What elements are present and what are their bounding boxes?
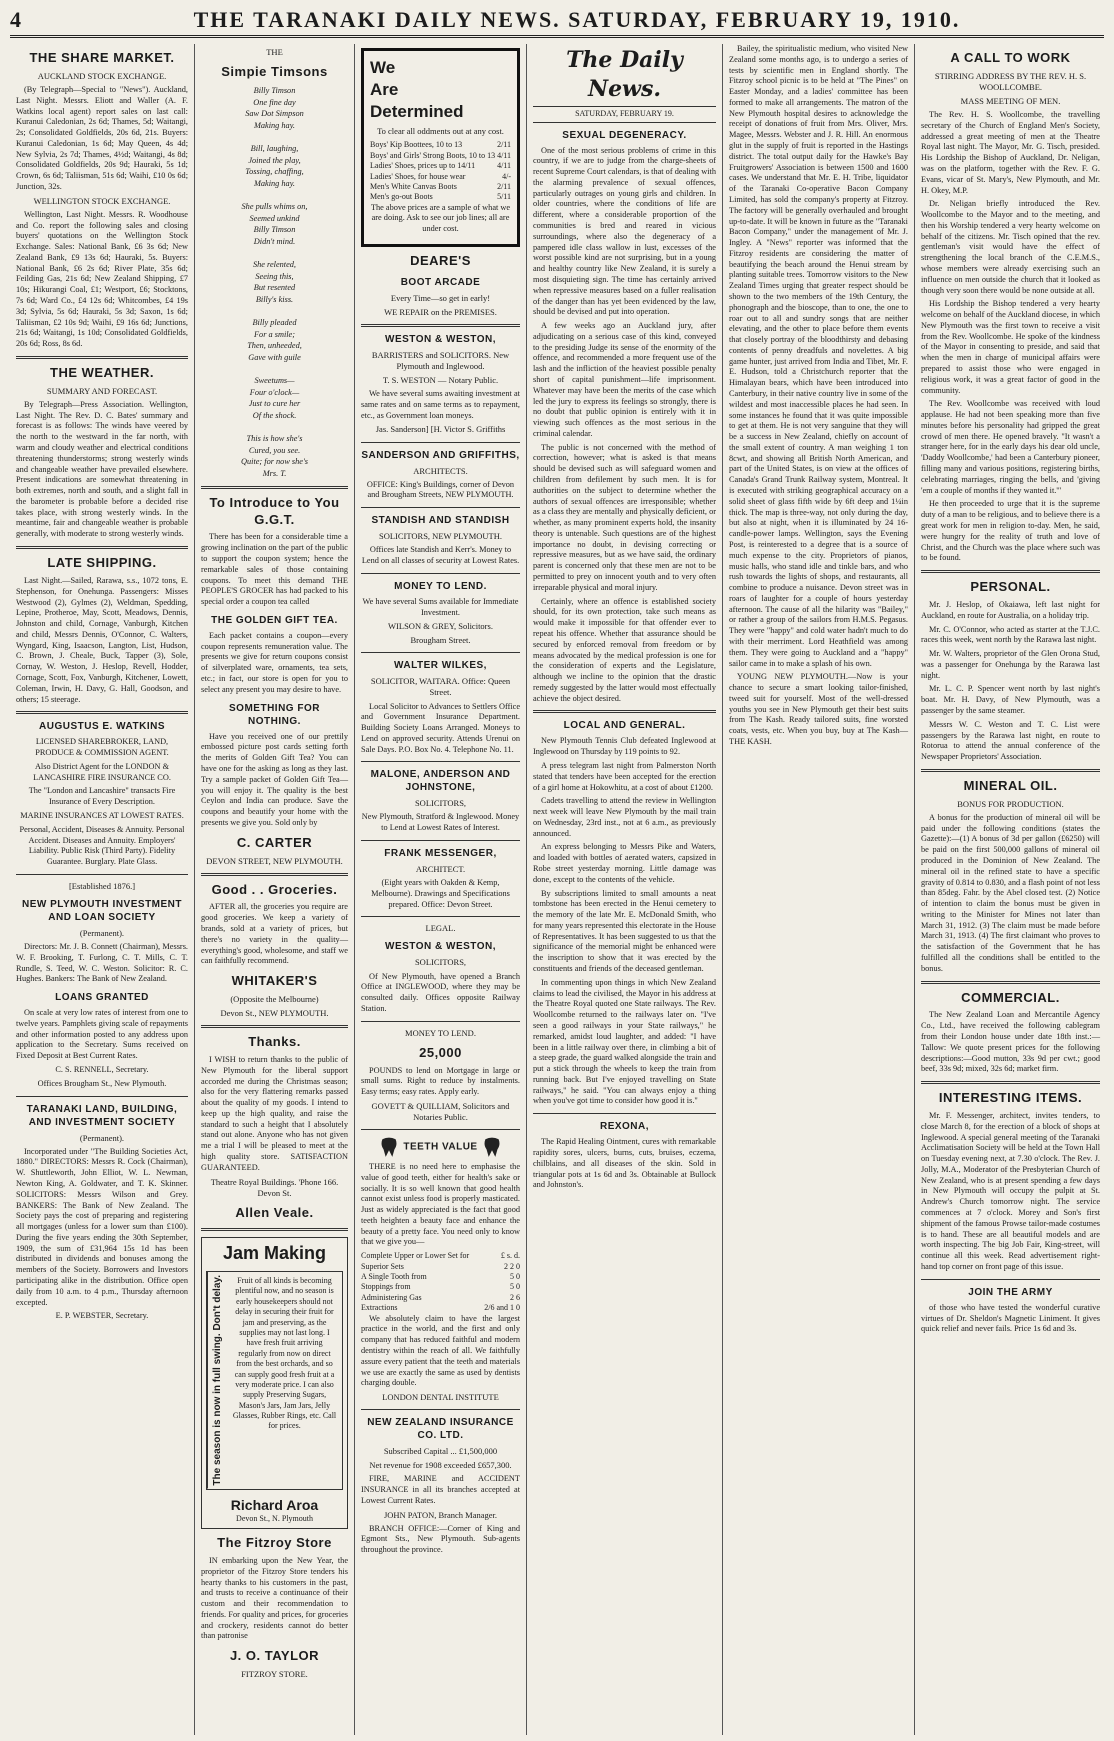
- money-signer: WILSON & GREY, Solicitors.: [388, 621, 493, 632]
- taylor-name: J. O. TAYLOR: [229, 1648, 320, 1664]
- poem-line: Gave with guile: [248, 352, 301, 362]
- standish-name: STANDISH AND STANDISH: [371, 515, 510, 527]
- groceries-heading: Good . . Groceries.: [211, 881, 338, 897]
- price-value: 2 6: [510, 1292, 520, 1302]
- taylor-address: FITZROY STORE.: [241, 1669, 308, 1680]
- price-row: [361, 1262, 520, 1272]
- price-value: 5 0: [510, 1282, 520, 1292]
- items-text: Mr. F. Messenger, architect, invites tenders, to close March 8, for the erection of a block of shops at Inglewood. A special general meeting of the Taranaki Acclimatisation Society will be held at the Town Hall on Tuesday evening next, at 7.30 o'clock. The Rev. J. Jolly, M.A., Moderator of the Presbyterian Church of New Zealand, who is at present spending a few days in New Plymouth will occupy the pulpit at St. Andrew's Church tomorrow night. The service commences at 7 o'clock. Morey and Son's first shipment of the famous Prowse tailor-made costumes is to hand. These are all beautiful models and are worth inspecting. The big Job Fair, King-street, will continue all this week. Read advertisement right-hand top corner on front page of this issue.: [921, 1111, 1100, 1271]
- price-row: [361, 1282, 520, 1292]
- price-label: Extractions: [361, 1303, 398, 1313]
- divider: [361, 916, 520, 917]
- weather-heading: THE WEATHER.: [50, 364, 154, 380]
- commercial-heading: COMMERCIAL.: [961, 989, 1060, 1005]
- groceries-text: AFTER all, the groceries you require are good groceries. We keep a variety of brands, sold at a variety of prices, but there's no variety in the quality—everything's good, wholesome, and staff we can faithfully recommend.: [201, 902, 348, 966]
- price-row: [370, 151, 511, 161]
- determined-line-1: We: [370, 58, 396, 77]
- editorial-para: The public is not concerned with the method of correction, however; what is asked is that means should be devised such as will safeguard women and children from defilement by such men. It is for authorities on the subject to determine whether the authors of sexual offences are irresponsible; whether as a class they are mentally and physically deficient, or whether, as many prominent experts hold, the insanity theory is untenable. Such questions are of the highest importance no doubt, in devising correcting or repressive measures, but as we have said, the ordinary parent is concerned only that these men are not to be permitted to prey on innocent youth and to very often irreparable physical and moral injury.: [533, 442, 716, 592]
- money-address: Brougham Street.: [410, 635, 471, 646]
- oil-heading: MINERAL OIL.: [963, 777, 1058, 793]
- divider: [361, 1021, 520, 1022]
- society-established: [Established 1876.]: [68, 880, 136, 891]
- lend-signer: GOVETT & QUILLIAM, Solicitors and Notaries Public.: [371, 1100, 510, 1122]
- price-row: [370, 140, 511, 150]
- rexona-heading: REXONA,: [599, 1121, 650, 1133]
- column-1: [10, 44, 195, 1735]
- price-label: Ladies' Shoes, prices up to 14/11: [370, 161, 476, 171]
- thanks-text: I WISH to return thanks to the public of New Plymouth for the liberal support accorded me during the Christmas season; also for the very flattering remarks passed about the quality of my goods. I intend to keep up the high quality, and raise the standard to such a height that I absolutely stand out alone. Anyone who has not given me a trial I will be pleased to meet at the high quality store. SATISFACTION GUARANTEED.: [201, 1055, 348, 1172]
- price-label: Superior Sets: [361, 1261, 404, 1271]
- boot-price-list: [370, 140, 511, 202]
- price-value: 4/11: [497, 150, 511, 160]
- jam-ad: [201, 1237, 348, 1530]
- wellington-exchange-heading: WELLINGTON STOCK EXCHANGE.: [33, 195, 171, 206]
- column-3: [355, 44, 527, 1735]
- editorial-para: Certainly, where an offence is established society should, for its own protection, take such means as would make it impossible for that offender ever to repeat his offence. Whether that assurance should be secured by enforced removal from freedom or by means advocated by the medical profession is one for the consideration of experts and the Legislature, although we incline to the opinion that the drastic remedy suggested by the latter would most effectually achieve the object desired.: [533, 596, 716, 703]
- ggt-heading: To Introduce to You G.G.T.: [209, 494, 340, 527]
- determined-line-2: Are: [370, 80, 399, 100]
- divider: [201, 873, 348, 876]
- nzi-office: BRANCH OFFICE:—Corner of King and Egmont Sts., New Plymouth. Sub-agents throughout the province.: [361, 1523, 520, 1555]
- local-para: In commenting upon things in which New Zealand claims to lead the civilised, the Mayor in his address at the Theatre Royal quoted one State railways. The Rev. Woollcombe returned to the railways later on. "I've seen a good railways in your State railways," he remarked, amidst loud laughter, and added: "I have been in a little railway over there, in climbing a bit of a steep grade, the guard walked alongside the train and put a stick through the wheels to keep the train from running back. But I've enjoyed travelling on State railways," he said. "You can always enjoy a thing when you've got time to consider how good it is.": [533, 977, 716, 1106]
- price-value: 4/11: [497, 161, 511, 171]
- aroa-address: Devon St., N. Plymouth: [236, 1513, 313, 1523]
- commercial-text: The New Zealand Loan and Mercantile Agency Co., Ltd., have received the following cablegram from their London house under date 18th inst.:—Tallow: We quote present prices for the following descriptions:—Good mutton, 33s 9d per cwt.; good beef, 33s 9d; mixed, 32s 6d; market firm.: [921, 1010, 1100, 1074]
- poem-line: Saw Dot Simpson: [245, 109, 304, 119]
- divider: [921, 570, 1100, 573]
- poem-line: Making hay.: [253, 120, 295, 130]
- auckland-exchange-text: (By Telegraph—Special to "News"). Auckland, Last Night. Messrs. Eliott and Waller (A. F. Watkins local agent) report sales on last call: Kuranui Caledonian, 2s 6d; Thames, 5d; Waitangi, 2s; Consolidated Goldfields, 20s 6d, 21s. Buyers: Kuranui Caledonian, 1s 6d; May Queen, 4s 4d; New Sylvia, 2s 7d; Thames, 4½d; Waitangi, 4s 8d; Consolidated Goldfields, 20s 9d; Hauraki, 5s 1d; Crown, 6s 6d; Taliisman, 51s 6d; Waihi, £10 0s 6d; Junction, 32s.: [16, 84, 188, 191]
- price-row: [370, 182, 511, 192]
- price-row: [370, 192, 511, 202]
- price-row: [370, 172, 511, 182]
- column-2: [195, 44, 355, 1735]
- divider: [361, 652, 520, 653]
- price-row: [361, 1272, 520, 1282]
- divider: [533, 710, 716, 713]
- divider: [921, 769, 1100, 772]
- nzi-agent: JOHN PATON, Branch Manager.: [383, 1509, 498, 1520]
- local-para: An express belonging to Messrs Pike and Waters, and loaded with bottles of aerated waters, capsized in Robe street yesterday morning. Little damage was done, except to the contents of the vehicle.: [533, 842, 716, 884]
- weston-name: WESTON & WESTON,: [385, 334, 496, 345]
- deare-name: DEARE'S: [410, 253, 471, 269]
- society-directors: Directors: Mr. J. B. Connett (Chairman), Messrs. W. F. Brooking, T. Furlong, C. T. Mills, C. T. Rundle, S. Teed, W. C. Weston. Solicitor: R. C. Hughes. Bankers: The Bank of New Zealand.: [16, 942, 188, 984]
- legal-text: Of New Plymouth, have opened a Branch Office at INGLEWOOD, where they may be consulted daily. Offices opposite Railway Station.: [361, 971, 520, 1013]
- deare-line-1: Every Time—so get in early!: [390, 292, 491, 303]
- poem-line: Four o'clock—: [249, 387, 300, 397]
- watkins-name: AUGUSTUS E. WATKINS: [39, 721, 165, 733]
- ggt-tea-name: THE GOLDEN GIFT TEA.: [211, 614, 338, 626]
- weston-line-2: T. S. WESTON — Notary Public.: [382, 375, 499, 386]
- aroa-name: Richard Aroa: [230, 1496, 319, 1513]
- poem-line: Joined the play,: [248, 155, 301, 165]
- determined-note: The above prices are a sample of what we are doing. Ask to see our job lines; all are under cost.: [370, 202, 511, 234]
- divider: [921, 1279, 1100, 1280]
- page-columns: [10, 44, 1106, 1735]
- price-label: Ladies' Shoes, for house wear: [370, 171, 466, 181]
- call-heading: A CALL TO WORK: [950, 50, 1071, 65]
- poem-line: This is how she's: [246, 434, 303, 444]
- deare-sub: BOOT ARCADE: [400, 276, 481, 288]
- price-value: 2 2 0: [504, 1261, 520, 1271]
- poem-line: [201, 422, 348, 434]
- poem-line: Quite; for now she's: [241, 457, 308, 467]
- thanks-address: Theatre Royal Buildings. 'Phone 166. Devon St.: [210, 1176, 339, 1198]
- weather-subheading: SUMMARY AND FORECAST.: [46, 385, 158, 396]
- rexona-text: The Rapid Healing Ointment, cures with remarkable rapidity sores, ulcers, burns, cuts, bruises, eczema, chilblains, and all diseases of the skin. Sold in triangular pots at 1s 6d and 3s. Obtainable at Bullock and Johnston's.: [533, 1137, 716, 1190]
- divider: [201, 1025, 348, 1028]
- taranaki-society-name: TARANAKI LAND, BUILDING, AND INVESTMENT SOCIETY: [26, 1103, 178, 1128]
- poem-line: Mrs. T.: [262, 469, 287, 479]
- poem-line: Just to cure her: [248, 399, 301, 409]
- jam-heading: Jam Making: [222, 1242, 327, 1263]
- jam-text: Fruit of all kinds is becoming plentiful now, and no season is early housekeepers should not delay in securing their fruit for jam and preserving, as the supplies may not last long. I have fresh fruit arriving regularly from now on direct from the best orchards, and so can supply good fresh fruit at a very moderate price. I can also supply Preserving Sugars, Mason's Jars, Jam Jars, Jelly Glasses, Rubber Rings, etc. Call for prices.: [232, 1275, 337, 1431]
- watkins-line-3: The "London and Lancashire" transacts Fire Insurance of Every Description.: [28, 786, 176, 807]
- column-5: [723, 44, 915, 1735]
- teeth-heading-text: TEETH VALUE: [403, 1141, 478, 1153]
- call-para: The Rev. H. S. Woollcombe, the travelling secretary of the Church of England Men's Society, addressed a great meeting of men at the Theatre Royal last night. The Mayor, Mr. G. Tisch, presided. His Lordship the Bishop of Auckland, Dr. Neligan, was on the platform, together with the Rev. F. G. Evans, vicar of St. Mary's, New Plymouth, and Mr. H. Okey, M.P.: [921, 110, 1100, 195]
- poem-line: For a smile;: [253, 329, 296, 339]
- divider: [201, 1228, 348, 1231]
- personal-para: Messrs W. C. Weston and T. C. List were passengers by the Rarawa last night, en route to Rotorua to attend the annual conference of the Newspaper Proprietors' Association.: [921, 719, 1100, 762]
- jam-vertical-text: The season is now in full swing. Don't delay.: [207, 1272, 227, 1489]
- legal-name: WESTON & WESTON,: [385, 941, 496, 953]
- wilkes-text: Local Solicitor to Advances to Settlers Office and Government Insurance Department. Building Society Loans Arranged. Moneys to Lend on approved security. Attends Urenui on Sale Days. P.O. Box No. 4. Telephone No. 11.: [361, 701, 520, 754]
- poem-line: [201, 247, 348, 259]
- poem-line: Didn't mind.: [253, 236, 296, 246]
- weston-signers: Jas. Sanderson] [H. Victor S. Griffiths: [375, 424, 506, 435]
- price-label: Boys' Kip Boottees, 10 to 13: [370, 140, 463, 150]
- army-heading: JOIN THE ARMY: [968, 1286, 1053, 1298]
- personal-para: Mr. J. Heslop, of Okaiawa, left last night for Auckland, en route for Australia, on a holiday trip.: [921, 599, 1100, 620]
- poem-line: Billy's kiss.: [255, 294, 294, 304]
- jam-body-box: [206, 1271, 343, 1490]
- poem-line: She relented,: [252, 260, 296, 270]
- poem-line: Billy Timson: [253, 85, 296, 95]
- society-office: Offices Brougham St., New Plymouth.: [37, 1078, 167, 1088]
- nzi-text: FIRE, MARINE and ACCIDENT INSURANCE in all its branches accepted at Lowest Current Rates.: [361, 1474, 520, 1505]
- editorial-heading: SEXUAL DEGENERACY.: [562, 129, 687, 141]
- shipping-heading: LATE SHIPPING.: [47, 555, 157, 571]
- society-name: NEW PLYMOUTH INVESTMENT AND LOAN SOCIETY: [21, 898, 183, 923]
- divider: [16, 874, 188, 875]
- call-para: The Rev. Woollcombe was received with loud applause. He had not been speaking more than five minutes before his personality had gripped the great crowd of men there. He opened bravely. "It wasn't a stranger here, for in the early days his dear old uncle, 'Daddy Woollcombe,' had been a Canterbury pioneer, filling many and various positions, registering births, celebrating marriages, ringing the bells, and 'giving 'em a couple of months if they wanted it.'": [921, 399, 1100, 495]
- lend-text: POUNDS to lend on Mortgage in large or small sums. Right to reduce by instalments. Easy terms; easy rates. Apply early.: [361, 1065, 520, 1097]
- price-label: Administering Gas: [361, 1292, 422, 1302]
- divider: [921, 1081, 1100, 1084]
- price-label: Boys' and Girls' Strong Boots, 10 to 13: [370, 150, 496, 160]
- sanderson-sub: ARCHITECTS.: [413, 465, 468, 476]
- oil-text: A bonus for the production of mineral oil will be paid under the following conditions (states the Gazette):—(1) A bonus of 3d per gallon (£6250) will be paid on the first 500,000 gallons of mineral oil produced in the Dominion of New Zealand. The mineral oil in the refined state to have a specific gravity of 0.814 to 0.830, and a flash point of not less than 85deg. Fahr. by the Abel closed test. (2) Notice of intention to claim the bonus must be given in writing to the Minister for Mines not later than March 31, 1912. (3) The claim must be made before March 31, 1913. (4) The first claimant who proves to the satisfaction of the Government that he has fulfilled all the conditions shall be entitled to the bonus.: [921, 812, 1100, 973]
- fitzroy-heading: The Fitzroy Store: [217, 1535, 332, 1551]
- society-secretary: C. S. RENNELL, Secretary.: [55, 1065, 149, 1075]
- carter-name: C. CARTER: [236, 834, 313, 850]
- ggt-text-3: Have you received one of our prettily embossed picture post cards setting forth the merits of Golden Gift Tea? You can have one for the asking as long as they last. Try a sample packet of Golden Gift Tea—you will enjoy it. The quality is the best Ceylon and India can produce. Save the coupons and beautify your home with the presents we give you. Sold only by: [201, 731, 348, 827]
- loans-text: On scale at very low rates of interest from one to twelve years. Pamphlets giving scale of repayments and other information posted to any address upon application to the Secretary. Sums received on Fixed Deposit at Best Current Rates.: [16, 1008, 188, 1061]
- messenger-sub: ARCHITECT.: [415, 864, 466, 875]
- price-value: 2/11: [497, 181, 511, 191]
- taranaki-society-text: Incorporated under "The Building Societies Act, 1880." DIRECTORS: Messrs R. Cock (Chairman), W. Shuttleworth, John Elliot, W. L. Newman, Newton King, A. Goldwater, and T. K. Skinner. SOLICITORS: Messrs Wilson and Grey. BANKERS: The Bank of New Zealand. The Society pays the cost of preparing and registering all mortgages (unless for a lower sum than £100). During the five years ending the 30th September, 1909, the sum of £31,964 15s 1d has been distributed in dividends and bonuses among the members of the Society. Borrowers and Investors participating alike in the distribution. Office open daily from 10 a.m. to 4 p.m., Thursday afternoon excepted.: [16, 1146, 188, 1307]
- deare-line-2: WE REPAIR on the PREMISES.: [384, 306, 497, 317]
- messenger-text: (Eight years with Oakden & Kemp, Melbourne). Drawings and Specifications prepared. Office: Devon Street.: [371, 878, 510, 909]
- carter-address: DEVON STREET, NEW PLYMOUTH.: [206, 855, 343, 866]
- divider: [921, 981, 1100, 984]
- teeth-text: THERE is no need here to emphasise the value of good teeth, either for health's sake or socially. It is so well known that good health cannot exist unless food is properly masticated. Just as widely appreciated is the fact that good teeth heighten a beauty face and enhance the beauty of a pretty face. You need only to know that we give you—: [361, 1162, 520, 1247]
- personal-para: Mr. C. O'Connor, who acted as starter at the T.J.C. races this week, went north by the Rarawa last night.: [921, 624, 1100, 645]
- editorial-para: One of the most serious problems of crime in this country, if we are to judge from the charge-sheets of recent Supreme Court calendars, is that of dealing with the alarming prevalence of sexual offences, particularly outrages on young girls and children. In older countries, where the conditions of life are different, where a considerable proportion of the communities is bred and reared in vicious surroundings, where also the degeneracy of a pampered idle class wallow in lust, excesses of the worst possible kind are not surprising, but in a young and healthy country like New Zealand, it is surely a most disquieting sign. The time has certainly arrived when repressive measures based on a fuller realisation of the danger than has yet been evidenced by the law, should be devised and put into operation.: [533, 145, 716, 317]
- teeth-price-list: [361, 1251, 520, 1313]
- poem-line: Seeing this,: [255, 271, 294, 281]
- tooth-icon: [378, 1136, 400, 1158]
- divider: [16, 356, 188, 359]
- poem-line: One fine day: [253, 97, 296, 107]
- price-label: Men's go-out Boots: [370, 192, 433, 202]
- society-sub: (Permanent).: [79, 927, 125, 938]
- poem-heading: Simpie Timsons: [221, 64, 328, 80]
- watkins-line-4: MARINE INSURANCES AT LOWEST RATES.: [20, 811, 184, 820]
- watkins-line-1: LICENSED SHAREBROKER, LAND, PRODUCE & COMMISSION AGENT.: [35, 737, 169, 758]
- poem-line: Billy Timson: [253, 225, 296, 235]
- divider: [361, 1129, 520, 1130]
- newspaper-title: THE TARANAKI DAILY NEWS. SATURDAY, FEBRUARY 19, 1910.: [193, 6, 961, 32]
- lend-heading: MONEY TO LEND.: [405, 1027, 476, 1038]
- page-number: 4: [10, 6, 21, 32]
- teeth-heading: [361, 1136, 520, 1158]
- personal-para: Mr. L. C. P. Spencer went north by last night's boat. Mr. H. Davy, of New Plymouth, was a passenger by the same steamer.: [921, 684, 1100, 715]
- divider: [361, 442, 520, 443]
- column-4: [527, 44, 723, 1735]
- column-6: [915, 44, 1106, 1735]
- poem-line: [201, 131, 348, 143]
- call-sub-1: STIRRING ADDRESS BY THE REV. H. S. WOOLLCOMBE.: [934, 70, 1087, 92]
- weather-text: By Telegraph—Press Association. Wellington, Last Night. The Rev. D. C. Bates' summary and forecast is as follows: The winds have veered by the north to the westward in the far north, with warm and cloudy weather and electrical conditions threatening thunderstorms; strong westerly winds and changeable weather have prevailed elsewhere. Present indications are somewhat threatening in both extremes, north and south, and a slight fall in the barometer is probable before a decided rise takes place, with strong westerly winds. In the meantime, fair and changeable weather is probable generally, with moderate to strong westerly winds.: [16, 399, 188, 539]
- local-heading: LOCAL AND GENERAL.: [563, 720, 686, 732]
- army-text: of those who have tested the wonderful curative virtues of Dr. Sheldon's Magnetic Liniment. It gives quick relief and never fails. Price 1s 6d and 3s.: [921, 1302, 1100, 1334]
- poem-line: Cured, you see.: [248, 445, 301, 455]
- standish-sub: SOLICITORS, NEW PLYMOUTH.: [378, 531, 503, 542]
- determined-ad: [361, 48, 520, 247]
- poem-line: [201, 189, 348, 201]
- auckland-exchange-heading: AUCKLAND STOCK EXCHANGE.: [37, 70, 167, 81]
- poem-line: Then, unheeded,: [247, 341, 302, 351]
- divider: [16, 546, 188, 549]
- poem-line: [201, 364, 348, 376]
- fitzroy-text: IN embarking upon the New Year, the proprietor of the Fitzroy Store tenders his hearty thanks to his customers in the past, and trusts to receive a continuance of their custom and their recommendation to friends. For quality and prices, for groceries and crockery, residents cannot do better than patronise: [201, 1556, 348, 1641]
- wellington-exchange-text: Wellington, Last Night. Messrs. R. Woodhouse and Co. report the following sales and closing buyers' quotations on the Wellington Stock Exchange. Sales: National Bank, £6 3s 6d; New Zealand Bank, £9 13s 6d; Hauraki, 5s. Buyers: National Bank, £6 2s 6d; River Plate, 35s 6d; Feilding Gas, 21s 6d; New Zealand Shipping, £7 10s; Hikurangi Coal, £1; Westport, £6; Stocktons, 7s 6d; Ward Co., £4 12s 6d; Whitcombes, £4 19s 3d; Sylvia, 5s 6d; Hauraki, 5s 3d; Saxon, 1s 6d; Taliisman, £2 10s 9d; Waihi, £9 16s 6d; Junctions, 21s 6d; Waitangi, 1s 10d; Consolidated Goldfields, 20s 6d; Ross, 8s 6d.: [16, 209, 188, 349]
- poem-line: Of the shock.: [252, 411, 297, 420]
- oil-sub: BONUS FOR PRODUCTION.: [957, 798, 1064, 809]
- weston-line-1: BARRISTERS and SOLICITORS. New Plymouth and Inglewood.: [371, 350, 510, 372]
- call-sub-2: MASS MEETING OF MEN.: [960, 95, 1061, 106]
- nothing-heading: SOMETHING FOR NOTHING.: [229, 702, 320, 727]
- price-value: 2/6 and 1 0: [484, 1303, 520, 1313]
- editorial-para: A few weeks ago an Auckland jury, after adjudicating on a serious case of this kind, conveyed to the presiding Judge its sense of the enormity of the offence, and recommended a more frequent use of the lash and the infliction of the heaviest possible penalty short of capital punishment—life imprisonment. Whatever may have been the merits of the case which led the jury to express its feelings so strongly, there is no doubt that public opinion is entirely with it in viewing such offences as the most serious in the criminal calendar.: [533, 321, 716, 438]
- call-para: He then proceeded to urge that it is the supreme duty of a man to be religious, and to believe there is a great work for men in religion to-day. Men, he said, were hungry for the reality of truth and love of Christ, and the Church was the place where such was to be found.: [921, 499, 1100, 563]
- malone-name: MALONE, ANDERSON AND JOHNSTONE,: [370, 769, 511, 794]
- divider: [201, 486, 348, 489]
- local-para: New Plymouth Tennis Club defeated Inglewood at Inglewood on Thursday by 119 points to 92.: [533, 736, 716, 757]
- personal-heading: PERSONAL.: [970, 579, 1051, 595]
- divider: [533, 1113, 716, 1114]
- legal-sub: SOLICITORS,: [414, 957, 467, 968]
- whitaker-name: WHITAKER'S: [231, 973, 318, 989]
- poem-line: Sweetums—: [254, 376, 295, 386]
- poem-body: [201, 85, 348, 480]
- veale-name: Allen Veale.: [235, 1204, 314, 1220]
- tooth-icon: [481, 1136, 503, 1158]
- divider: [361, 507, 520, 508]
- price-row: [361, 1303, 520, 1313]
- whitaker-address: Devon St., NEW PLYMOUTH.: [220, 1008, 329, 1019]
- dateline: SATURDAY, FEBRUARY 19.: [533, 106, 716, 122]
- nzi-capital: Subscribed Capital ... £1,500,000: [383, 1446, 498, 1457]
- poem-line: She pulls whims on,: [241, 202, 308, 212]
- call-para: His Lordship the Bishop tendered a very hearty welcome on behalf of the Auckland diocese, in which New Plymouth was the first town to receive a visit from the Rev. Woollcombe. He spoke of the kindness of the Mayor in consenting to preside, and said that when the men in charge of municipal affairs were prepared to assist those who were engaged in religious work, it was a great factor of good in the community.: [921, 299, 1100, 395]
- wilkes-sub: SOLICITOR, WAITARA. Office: Queen Street.: [370, 676, 511, 698]
- weston-text: We have several sums awaiting investment at same rates and on same terms as to repayment, etc., as Government loan moneys.: [361, 389, 520, 420]
- poem-line: Tossing, chaffing,: [245, 167, 304, 177]
- price-value: 4/-: [502, 171, 511, 181]
- taranaki-society-secretary: E. P. WEBSTER, Secretary.: [55, 1311, 149, 1321]
- watkins-line-2: Also District Agent for the LONDON & LANCASHIRE FIRE INSURANCE CO.: [33, 761, 171, 782]
- local-para: By subscriptions limited to small amounts a neat tombstone has been erected in the Henui cemetery to the memory of the late Mr. E. McDonald Smith, who for many years represented this electorate in the House of Representatives. It has been suggested to us that the significance of the memorial might be enhanced were the inscription to show that it was erected by the constituents and friends of the deceased gentleman.: [533, 888, 716, 974]
- poem-line: But resented: [253, 283, 296, 293]
- divider: [361, 761, 520, 762]
- ggt-text-2: Each packet contains a coupon—every coupon represents remuneration value. The presents we give for return coupons consist of silverplated ware, ornaments, tea sets, etc.; in fact, our store is open for you to select any present you may desire to have.: [201, 630, 348, 694]
- nzi-premium: Net revenue for 1908 exceeded £657,300.: [369, 1460, 512, 1471]
- poem-line: Billy pleaded: [252, 318, 297, 328]
- lend-amount: 25,000: [419, 1044, 462, 1060]
- standish-text: Offices late Standish and Kerr's. Money to Lend on all classes of security at Lowest Rates.: [361, 545, 520, 565]
- money-text: We have several Sums available for Immediate Investment.: [362, 596, 519, 617]
- messenger-name: FRANK MESSENGER,: [384, 848, 497, 860]
- teeth-footer: LONDON DENTAL INSTITUTE: [382, 1392, 499, 1403]
- price-row: [370, 161, 511, 171]
- items-heading: INTERESTING ITEMS.: [938, 1090, 1083, 1106]
- poem-heading-small: THE: [266, 47, 283, 57]
- price-row: [361, 1293, 520, 1303]
- malone-text: New Plymouth, Stratford & Inglewood. Money to Lend at Lowest Rates of Interest.: [361, 812, 520, 833]
- taranaki-society-sub: (Permanent).: [79, 1132, 125, 1143]
- nzi-name: NEW ZEALAND INSURANCE CO. LTD.: [367, 1417, 514, 1442]
- shipping-text: Last Night.—Sailed, Rarawa, s.s., 1072 tons, E. Stephenson, for Onehunga. Passengers: Misses Westwood (2), Gylmes (2), Weldman, Spedding, Lepine, Protheroe, May, Scott, Meadows, Dennis, Johnston and child, Cornage, Vanburgh, Kitchen and child, Messrs Dennis, O'Connor, C. Walters, Wyngard, King, Isaacson, Langton, List, Hudson, C. Brown, J. Cheale, Buck, Tapper (3), Sole, Cornay, W. Weston, J. Heslop, Revell, Hodder, Cornage, Scott, Fox, Vanburgh, Kitchener, Lowett, Coleman, Irwin, H. Davy, G. Hall, Goodson, and others; 15 steerage.: [16, 575, 188, 704]
- share-market-heading: THE SHARE MARKET.: [29, 50, 175, 65]
- masthead: [10, 4, 1104, 38]
- price-label: Men's White Canvas Boots: [370, 181, 457, 191]
- young-np-ad: YOUNG NEW PLYMOUTH.—Now is your chance to secure a smart looking tailor-finished, tweed suit for yourself. Most of the well-dressed youths you see in New Plymouth get their best suits from The Kash. Ready tailored suits, fine worsted coats, vests, etc. When you buy, buy at The Kash—THE KASH.: [729, 672, 908, 746]
- price-value: 5 0: [510, 1272, 520, 1282]
- malone-sub: SOLICITORS,: [414, 798, 467, 809]
- poem-line: Making hay.: [253, 178, 295, 188]
- divider: [361, 573, 520, 574]
- determined-line-3: Determined: [370, 102, 464, 122]
- determined-sub: To clear all oddments out at any cost.: [377, 126, 504, 137]
- price-value: 5/11: [497, 192, 511, 202]
- price-row: [361, 1251, 520, 1261]
- paper-flag: The Daily News.: [566, 47, 683, 102]
- poem-line: Seemed unkind: [249, 213, 300, 223]
- money-name: MONEY TO LEND.: [394, 580, 487, 592]
- news-paragraphs: Bailey, the spiritualistic medium, who visited New Zealand some months ago, is to undergo a series of tests by scientific men in England shortly. The Fitzroy school picnic is to be held at "The Pines" on Easter Monday, and a ladies' committee has been formed to make all arrangements. The matron of the New Plymouth hospital desires to acknowledge the receipt of donations of fruit from Mrs. Oliver, Mrs. Magee, Messrs. Webster and J. R. Hill. An enormous glut in the supply of fruit is reported in the Hastings district. The total output daily for the Hawke's Bay Fruitgrowers' Association is between 1500 and 1600 cases. We understand that Mr. E. H. Tribe, liquidator of the Taranaki Co-operative Bacon Company Limited, has sold the company's property at Fitzroy. The factory will be generally overhauled and brought up-to-date. It will be known in future as the "Taranaki Bacon Company," under the management of Mr. J. Ingley. A "News" reporter was informed that the Fitzroy residents are considering the matter of beautifying the beach around the Henui stream by planting suitable trees. Tomorrow visitors to the New Zealand Times urging that greater respect should be shown to the two members of the 19th Century, the phonograph and the bioscope, than to one, the one to roar out to all and sundry songs that are neither elevating, and the other to place before them events that closely portray of the bloodthirsty and debasing contents of penny dreadfuls and novelettes. A big game hunter, just arrived from India and Tibet, Mr. F. E. Hudson, told a Christchurch reporter that the Himalayan bears, which have been introduced into Canterbury, in their native country live in some of the wildest and most inaccessible places he had seen. In some instances he found that it was quite impossible to get at them. He is not very sanguine that they will be a success in New Zealand, chiefly on account of the small extent of country. A man weighing 1 ton 8cwt, and showing all British North American, and part of the United States, is on view at the offices of Canada's Grand Trunk Railway system, Montreal. It is executed with striking geographical accuracy on a solid sheet of glass fifth wide by 6ft deep and 1¼in thick. The map is three-way, not only during the day, but also at night, when it is illuminated by 24 16-candle-power lamps. Wellington, says the Evening Post, is reinterested to a degree that is a source of much expense to the city. Proprietors of pianos, music halls, who stand idle and tinkle bars, and who rush towards the lights of shops, and restaurants, all combine to produce a nuisance. Devon street was in roars of laughter for a couple of hours yesterday afternoon. The cause of all the hilarity was "Bailey," or rather a group of the sailors from H.M.S. Pegasus. They were "happy" and cold water hadn't much to do with their merriment. Lord Heathfield was among them. They were going to Auckland and a "happy" sailor came in to make a splash of his own.: [729, 44, 908, 668]
- legal-heading: LEGAL.: [425, 923, 456, 934]
- watkins-line-5: Personal, Accident, Diseases & Annuity. Personal Accident. Diseases and Annuity. Employers' Liability. Public Risk (Third Party). Fidelity Guarantee. Burglary. Plate Glass.: [19, 824, 185, 867]
- price-label: Stoppings from: [361, 1282, 411, 1292]
- local-para: Cadets travelling to attend the review in Wellington next week will leave New Plymouth by the mail train on Wednesday, 23rd inst., not at 6 a.m., as previously announced.: [533, 796, 716, 838]
- price-label: A Single Tooth from: [361, 1272, 427, 1282]
- divider: [16, 711, 188, 714]
- divider: [361, 324, 520, 327]
- divider: [361, 840, 520, 841]
- local-para: A press telegram last night from Palmerston North stated that tenders have been accepted for the erection of a girl home at Hokowhitu, at a cost of about £1200.: [533, 760, 716, 792]
- wilkes-name: WALTER WILKES,: [394, 660, 487, 672]
- divider: [361, 1409, 520, 1410]
- price-value: 2/11: [497, 140, 511, 150]
- price-label: Complete Upper or Lower Set for: [361, 1251, 470, 1261]
- divider: [16, 1096, 188, 1097]
- ggt-text-1: There has been for a considerable time a growing inclination on the part of the public to support the coupon system; hence the remarkable sales of those containing coupons. To meet this demand THE PEOPLE'S GROCER has had packed to his special order a coupon tea called: [201, 532, 348, 607]
- sanderson-text: OFFICE: King's Buildings, corner of Devon and Brougham Streets, NEW PLYMOUTH.: [366, 479, 515, 500]
- poem-line: [201, 306, 348, 318]
- call-para: Dr. Neligan briefly introduced the Rev. Woollcombe to the Mayor and to the meeting, and then his Worship tendered a very hearty welcome on behalf of the citizens. Mr. Tisch opined that the rev. gentleman's visit would have the effect of strengthening the local branch of the C.E.M.S., whose members were already exercising such an influence on men outside the church that it looked as though very soon there would be none outside at all.: [921, 199, 1100, 295]
- whitaker-sub: (Opposite the Melbourne): [230, 994, 319, 1005]
- personal-para: Mr. W. Walters, proprietor of the Glen Orona Stud, was a passenger for Onehunga by the Rarawa last night.: [921, 649, 1100, 680]
- thanks-heading: Thanks.: [248, 1034, 301, 1050]
- price-value: £ s. d.: [500, 1251, 520, 1261]
- poem-line: Bill, laughing,: [250, 143, 299, 153]
- sanderson-name: SANDERSON AND GRIFFITHS,: [361, 449, 520, 461]
- loans-heading: LOANS GRANTED: [55, 992, 149, 1004]
- teeth-text-2: We absolutely claim to have the largest practice in the world, and the first and only company that has reduced faithful and modern dentistry within the reach of all. We faithfully assure every patient that the teeth and materials we use are exactly the same as used by dentists charging double.: [361, 1313, 520, 1388]
